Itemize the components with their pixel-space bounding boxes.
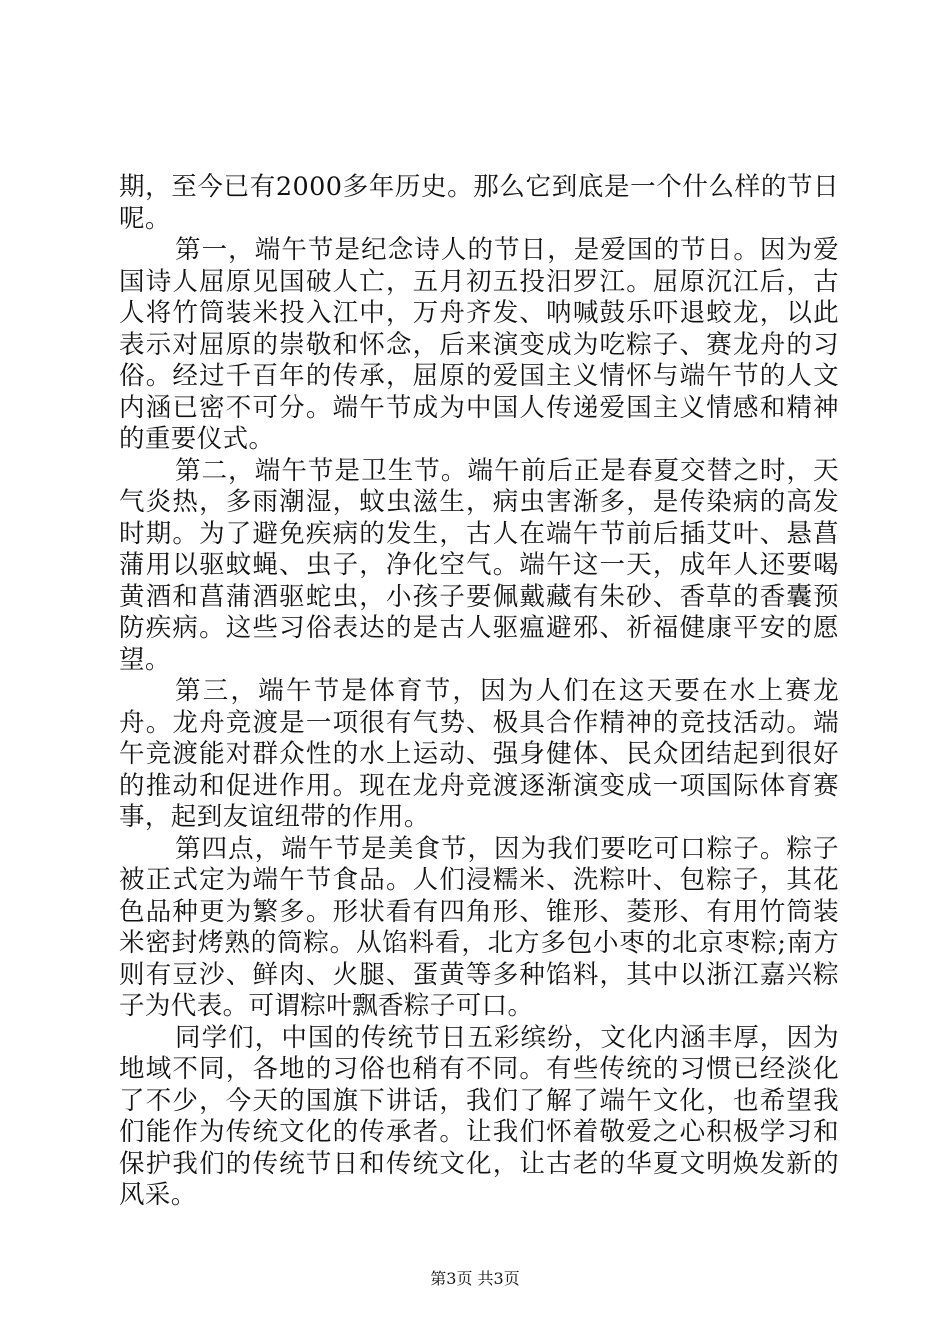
paragraph-point-two: 第二，端午节是卫生节。端午前后正是春夏交替之时，天气炎热，多雨潮湿，蚊虫滋生，病虫害渐多，是传染病的高发时期。为了避免疾病的发生，古人在端午节前后插艾叶、悬菖蒲用以驱蚊蝇、虫子，净化空气。端午这一天，成年人还要喝黄酒和菖蒲酒驱蛇虫，小孩子要佩戴藏有朱砂、香草的香囊预防疾病。这些习俗表达的是古人驱瘟避邪、祈福健康平安的愿望。 <box>119 455 839 675</box>
page-number-footer: 第3页 共3页 <box>430 1269 520 1288</box>
paragraph-point-one: 第一，端午节是纪念诗人的节日，是爱国的节日。因为爱国诗人屈原见国破人亡，五月初五投汨罗江。屈原沉江后，古人将竹筒装米投入江中，万舟齐发、呐喊鼓乐吓退蛟龙，以此表示对屈原的崇敬和怀念，后来演变成为吃粽子、赛龙舟的习俗。经过千百年的传承，屈原的爱国主义情怀与端午节的人文内涵已密不可分。端午节成为中国人传递爱国主义情感和精神的重要仪式。 <box>119 235 839 454</box>
paragraph-continuation: 期，至今已有2000多年历史。那么它到底是一个什么样的节日呢。 <box>119 172 839 234</box>
paragraph-point-four: 第四点，端午节是美食节，因为我们要吃可口粽子。粽子被正式定为端午节食品。人们浸糯米、洗粽叶、包粽子，其花色品种更为繁多。形状看有四角形、锥形、菱形、有用竹筒装米密封烤熟的筒粽。从馅料看，北方多包小枣的北京枣粽;南方则有豆沙、鲜肉、火腿、蛋黄等多种馅料，其中以浙江嘉兴粽子为代表。可谓粽叶飘香粽子可口。 <box>119 833 839 1021</box>
paragraph-point-three: 第三，端午节是体育节，因为人们在这天要在水上赛龙舟。龙舟竞渡是一项很有气势、极具合作精神的竞技活动。端午竞渡能对群众性的水上运动、强身健体、民众团结起到很好的推动和促进作用。现在龙舟竞渡逐渐演变成一项国际体育赛事，起到友谊纽带的作用。 <box>119 676 839 832</box>
document-body <box>119 172 839 1212</box>
paragraph-conclusion: 同学们，中国的传统节日五彩缤纷，文化内涵丰厚，因为地域不同，各地的习俗也稍有不同。有些传统的习惯已经淡化了不少，今天的国旗下讲话，我们了解了端午文化，也希望我们能作为传统文化的传承者。让我们怀着敬爱之心积极学习和保护我们的传统节日和传统文化，让古老的华夏文明焕发新的风采。 <box>119 1022 839 1210</box>
